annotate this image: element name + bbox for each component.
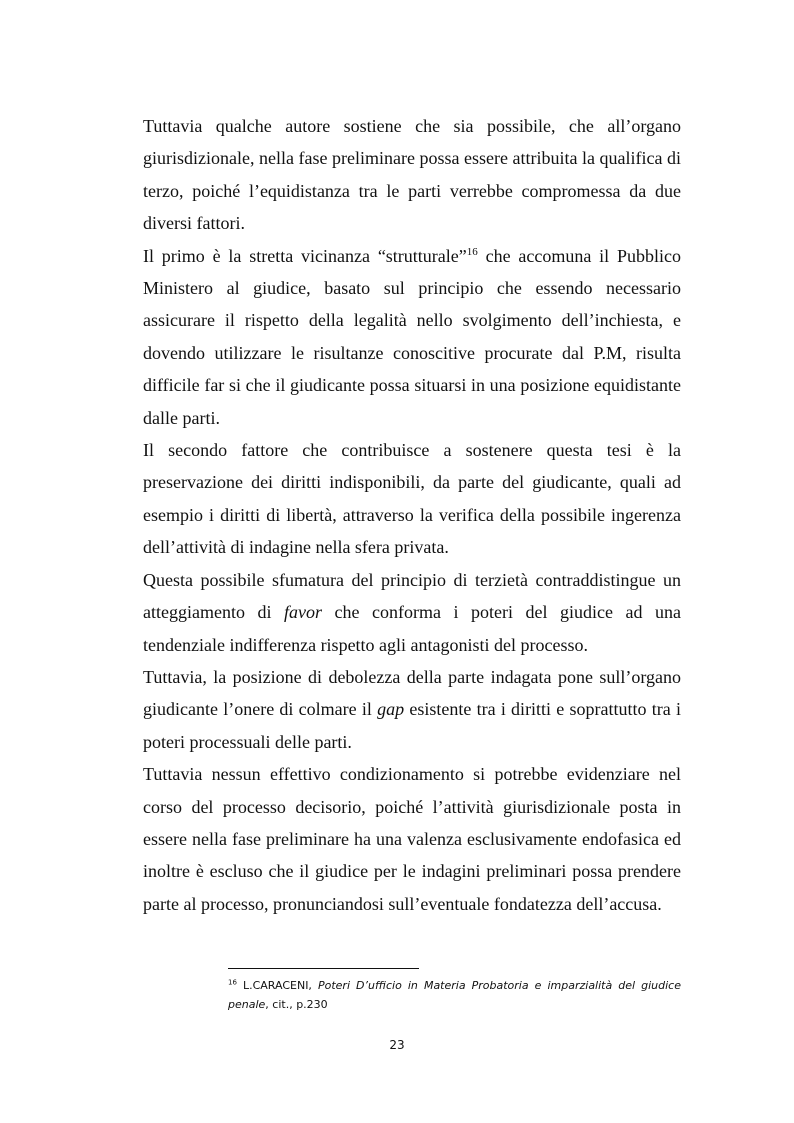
footnote-author: L.CARACENI, (236, 979, 318, 992)
paragraph-5-italic: gap (377, 699, 405, 720)
footnote-citation: , cit., p.230 (265, 998, 328, 1011)
footnote-reference[interactable]: 16 (466, 245, 478, 258)
paragraph-4-italic: favor (284, 602, 322, 623)
footnote-number: 16 (228, 978, 237, 987)
paragraph-5-end: esistente tra i diritti e soprattutto tra i poteri processuali delle parti. (143, 699, 681, 752)
footnote-title: Poteri D’ufficio in Materia Probatoria e imparzialità del giudice penale (228, 979, 681, 1011)
paragraph-2-start: Il primo è la stretta vicinanza “strutturale” (143, 245, 467, 266)
page-number: 23 (389, 1038, 405, 1052)
paragraph-2-end: che accomuna il Pubblico Ministero al giudice, basato sul principio che essendo necessario assicurare il rispetto della legalità nello svolgimento dell’inchiesta, e dovendo utilizzare le risultanze conoscitive procurate dal P.M, risulta difficile far si che il giudicante possa situarsi in una posizione equidistante dalle parti. (143, 245, 681, 428)
paragraph-5-start: Tuttavia, la posizione di debolezza della parte indagata pone sull’organo giudicante l’onere di colmare il (143, 666, 681, 720)
paragraph-5 (143, 661, 681, 758)
footnote (228, 976, 681, 1014)
paragraph-2 (143, 240, 681, 434)
paragraph-4-end: che conforma i poteri del giudice ad una tendenziale indifferenza rispetto agli antagonisti del processo. (143, 602, 681, 655)
body-text (143, 110, 681, 920)
paragraph-4 (143, 564, 681, 661)
paragraph-3: Il secondo fattore che contribuisce a sostenere questa tesi è la preservazione dei diritti indisponibili, da parte del giudicante, quali ad esempio i diritti di libertà, attraverso la verifica della possibile ingerenza dell’attività di indagine nella sfera privata. (143, 440, 681, 558)
paragraph-1: Tuttavia qualche autore sostiene che sia possibile, che all’organo giurisdizionale, nella fase preliminare possa essere attribuita la qualifica di terzo, poiché l’equidistanza tra le parti verrebbe compromessa da due diversi fattori. (143, 116, 681, 234)
footnote-separator (228, 968, 419, 969)
paragraph-4-start: Questa possibile sfumatura del principio di terzietà contraddistingue un atteggiamento di (143, 569, 681, 623)
paragraph-6: Tuttavia nessun effettivo condizionamento si potrebbe evidenziare nel corso del processo decisorio, poiché l’attività giurisdizionale posta in essere nella fase preliminare ha una valenza esclusivamente endofasica ed inoltre è escluso che il giudice per le indagini preliminari possa prendere parte al processo, pronunciandosi sull’eventuale fondatezza dell’accusa. (143, 764, 681, 914)
